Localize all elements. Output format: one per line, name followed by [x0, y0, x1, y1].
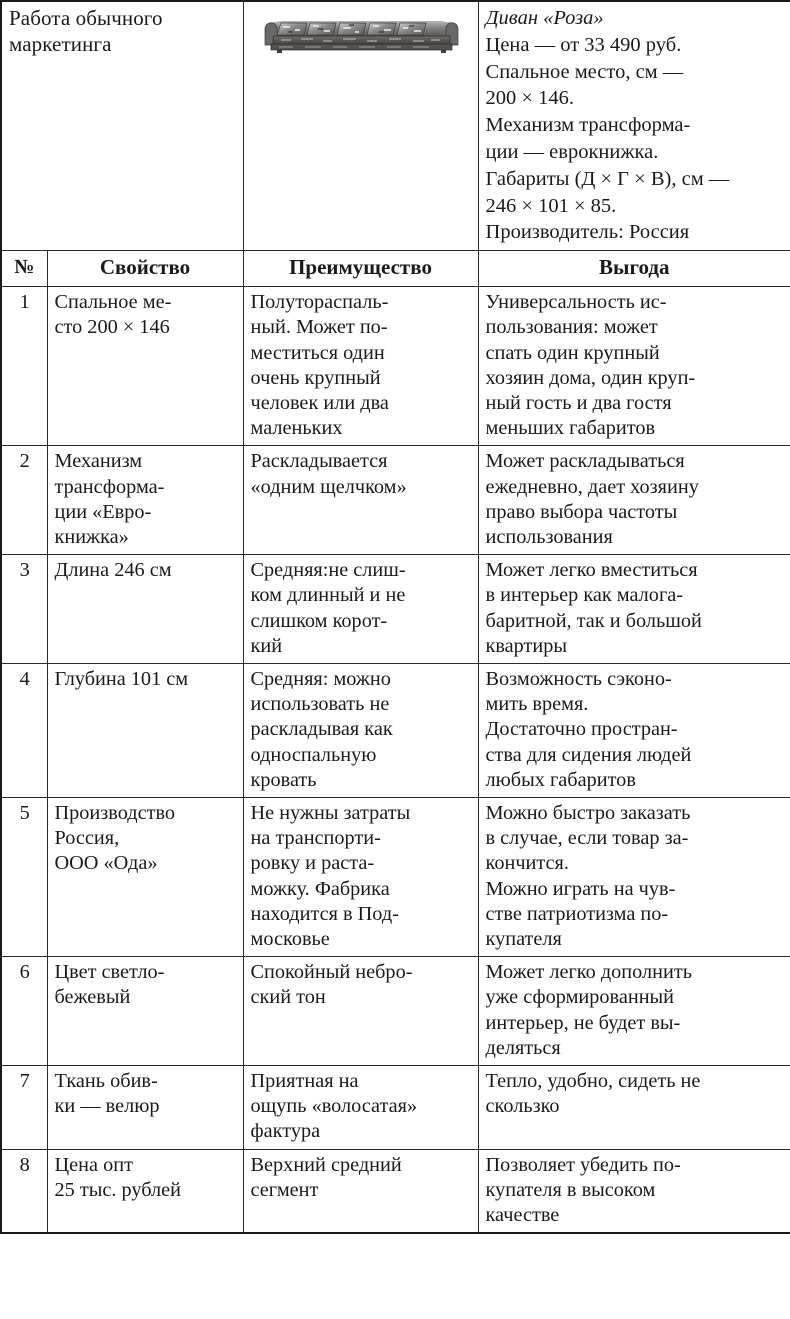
cell-line: мить время. — [485, 693, 589, 716]
cell-line: трансформа- — [54, 475, 165, 498]
cell-line: «одним щелчком» — [250, 475, 407, 498]
product-header-row — [1, 1, 790, 251]
cell-line: Может легко дополнить — [485, 961, 692, 984]
product-photo-cell — [243, 1, 478, 251]
row-number: 8 — [1, 1149, 47, 1233]
cell-line: уже сформированный — [485, 986, 675, 1009]
cell-line: на транспорти- — [250, 827, 381, 850]
cell-line: 25 тыс. рублей — [54, 1178, 182, 1201]
cell-line: Может раскладываться — [485, 450, 685, 473]
cell-line: Производство — [54, 802, 176, 825]
cell-property — [47, 555, 243, 664]
cell-line: Спальное ме- — [54, 291, 172, 314]
table-body — [1, 1, 790, 1233]
cell-line: качестве — [485, 1204, 560, 1227]
cell-line: маленьких — [250, 417, 343, 440]
cell-property — [47, 664, 243, 798]
product-line: Цена — от 33 490 руб. — [485, 33, 682, 56]
cell-line: Может легко вместиться — [485, 559, 698, 582]
cell-line: хозяин дома, один круп- — [485, 366, 696, 389]
cell-benefit — [478, 1066, 790, 1150]
cell-line: ки — велюр — [54, 1095, 160, 1118]
cell-line: в интерьер как малога- — [485, 584, 684, 607]
cell-line: купателя — [485, 928, 562, 951]
table-row — [1, 446, 790, 555]
product-line: 200 × 146. — [485, 87, 574, 110]
product-line: 246 × 101 × 85. — [485, 194, 617, 217]
cell-advantage — [243, 664, 478, 798]
cell-benefit — [478, 287, 790, 446]
cell-line: квартиры — [485, 634, 568, 657]
cell-line: интерьер, не будет вы- — [485, 1011, 681, 1034]
cell-line: Не нужны затраты — [250, 802, 411, 825]
product-line: Производитель: Россия — [485, 221, 690, 244]
cell-line: московье — [250, 928, 330, 951]
table-row — [1, 957, 790, 1066]
row-number: 7 — [1, 1066, 47, 1150]
cell-line: в случае, если товар за- — [485, 827, 689, 850]
cell-line: бежевый — [54, 986, 131, 1009]
cell-line: Тепло, удобно, сидеть не — [485, 1070, 701, 1093]
table-row — [1, 1149, 790, 1233]
cell-line: Средняя:не слиш- — [250, 559, 406, 582]
row-number: 6 — [1, 957, 47, 1066]
table-row — [1, 664, 790, 798]
cell-line: находится в Под- — [250, 902, 399, 925]
cell-line: ком длинный и не — [250, 584, 406, 607]
cell-line: деляться — [485, 1036, 561, 1059]
row-number: 4 — [1, 664, 47, 798]
column-header-benefit: Выгода — [478, 251, 790, 287]
table-row — [1, 798, 790, 957]
cell-line: сегмент — [250, 1178, 319, 1201]
cell-line: можку. Фабрика — [250, 877, 390, 900]
cell-line: Приятная на — [250, 1070, 359, 1093]
cell-advantage — [243, 957, 478, 1066]
row-number: 1 — [1, 287, 47, 446]
cell-line: Можно играть на чув- — [485, 877, 676, 900]
table-header-row — [1, 251, 790, 287]
cell-line: Достаточно простран- — [485, 718, 678, 741]
column-header-property: Свойство — [47, 251, 243, 287]
cell-line: использования — [485, 526, 613, 548]
cell-line: ный гость и два гостя — [485, 391, 672, 414]
cell-property — [47, 1066, 243, 1150]
cell-line: сто 200 × 146 — [54, 316, 170, 339]
cell-advantage — [243, 1066, 478, 1150]
cell-advantage — [243, 798, 478, 957]
cell-line: Полутораспаль- — [250, 291, 389, 314]
product-line: Габариты (Д × Г × В), см — — [485, 167, 730, 190]
cell-line: ции «Евро- — [54, 500, 152, 523]
cell-line: Цвет светло- — [54, 961, 165, 984]
cell-line: Позволяет убедить по- — [485, 1153, 681, 1176]
cell-line: любых габаритов — [485, 768, 636, 791]
cell-benefit — [478, 1149, 790, 1233]
cell-property — [47, 957, 243, 1066]
cell-line: купателя в высоком — [485, 1178, 656, 1201]
product-name: Диван «Роза» — [485, 7, 604, 29]
cell-line: очень крупный — [250, 366, 381, 389]
product-line: Механизм трансформа- — [485, 114, 691, 137]
cell-advantage — [243, 287, 478, 446]
cell-advantage — [243, 555, 478, 664]
cell-line: пользования: может — [485, 316, 658, 339]
cell-benefit — [478, 664, 790, 798]
cell-benefit — [478, 798, 790, 957]
cell-line: ощупь «волосатая» — [250, 1095, 418, 1118]
cell-line: Можно быстро заказать — [485, 802, 691, 825]
cell-line: ежедневно, дает хозяину — [485, 475, 699, 498]
cell-line: Универсальность ис- — [485, 291, 667, 314]
column-header-advantage: Преимущество — [243, 251, 478, 287]
cell-line: раскладывая как — [250, 718, 393, 741]
table-row — [1, 1066, 790, 1150]
cell-line: Возможность сэконо- — [485, 668, 672, 691]
cell-benefit — [478, 957, 790, 1066]
cell-line: ООО «Ода» — [54, 852, 158, 875]
cell-benefit — [478, 555, 790, 664]
cell-line: спать один крупный — [485, 341, 660, 364]
cell-line: баритной, так и большой — [485, 609, 702, 632]
cell-line: меститься один — [250, 341, 385, 364]
cell-line: кончится. — [485, 852, 569, 875]
cell-line: ский тон — [250, 986, 326, 1009]
cell-property — [47, 287, 243, 446]
cell-line: Механизм — [54, 450, 143, 473]
table-row — [1, 287, 790, 446]
product-line: Спальное место, см — — [485, 60, 684, 83]
cell-line: кровать — [250, 768, 317, 791]
cell-line: Спокойный небро- — [250, 961, 413, 984]
cell-advantage — [243, 1149, 478, 1233]
cell-line: Цена опт — [54, 1153, 133, 1176]
cell-line: Ткань обив- — [54, 1070, 158, 1093]
cell-line: книжка» — [54, 526, 129, 548]
cell-line: Верхний средний — [250, 1153, 402, 1176]
cell-line: Россия, — [54, 827, 120, 850]
cell-line: использовать не — [250, 693, 390, 716]
page-title: Работа обычного маркетинга — [1, 1, 243, 251]
cell-line: скользко — [485, 1095, 560, 1118]
cell-line: Длина 246 см — [54, 559, 172, 582]
cell-advantage — [243, 446, 478, 555]
cell-line: человек или два — [250, 391, 389, 414]
product-line: ции — еврокнижка. — [485, 140, 659, 163]
cell-line: право выбора частоты — [485, 500, 678, 523]
row-number: 5 — [1, 798, 47, 957]
cell-line: ный. Может по- — [250, 316, 388, 339]
cell-line: Глубина 101 см — [54, 668, 189, 691]
cell-property — [47, 446, 243, 555]
table-row — [1, 555, 790, 664]
cell-property — [47, 1149, 243, 1233]
cell-line: слишком корот- — [250, 609, 388, 632]
cell-line: кий — [250, 634, 283, 657]
cell-line: Раскладывается — [250, 450, 388, 473]
cell-line: фактура — [250, 1120, 321, 1143]
cell-line: односпальную — [250, 743, 377, 766]
cell-benefit — [478, 446, 790, 555]
sofa-photo-icon — [263, 15, 459, 56]
cell-line: стве патриотизма по- — [485, 902, 669, 925]
cell-property — [47, 798, 243, 957]
column-header-number: № — [1, 251, 47, 287]
cell-line: ства для сидения людей — [485, 743, 692, 766]
cell-line: Средняя: можно — [250, 668, 391, 691]
row-number: 3 — [1, 555, 47, 664]
cell-line: меньших габаритов — [485, 417, 656, 440]
row-number: 2 — [1, 446, 47, 555]
cell-line: ровку и раста- — [250, 852, 375, 875]
product-description-cell — [478, 1, 790, 251]
